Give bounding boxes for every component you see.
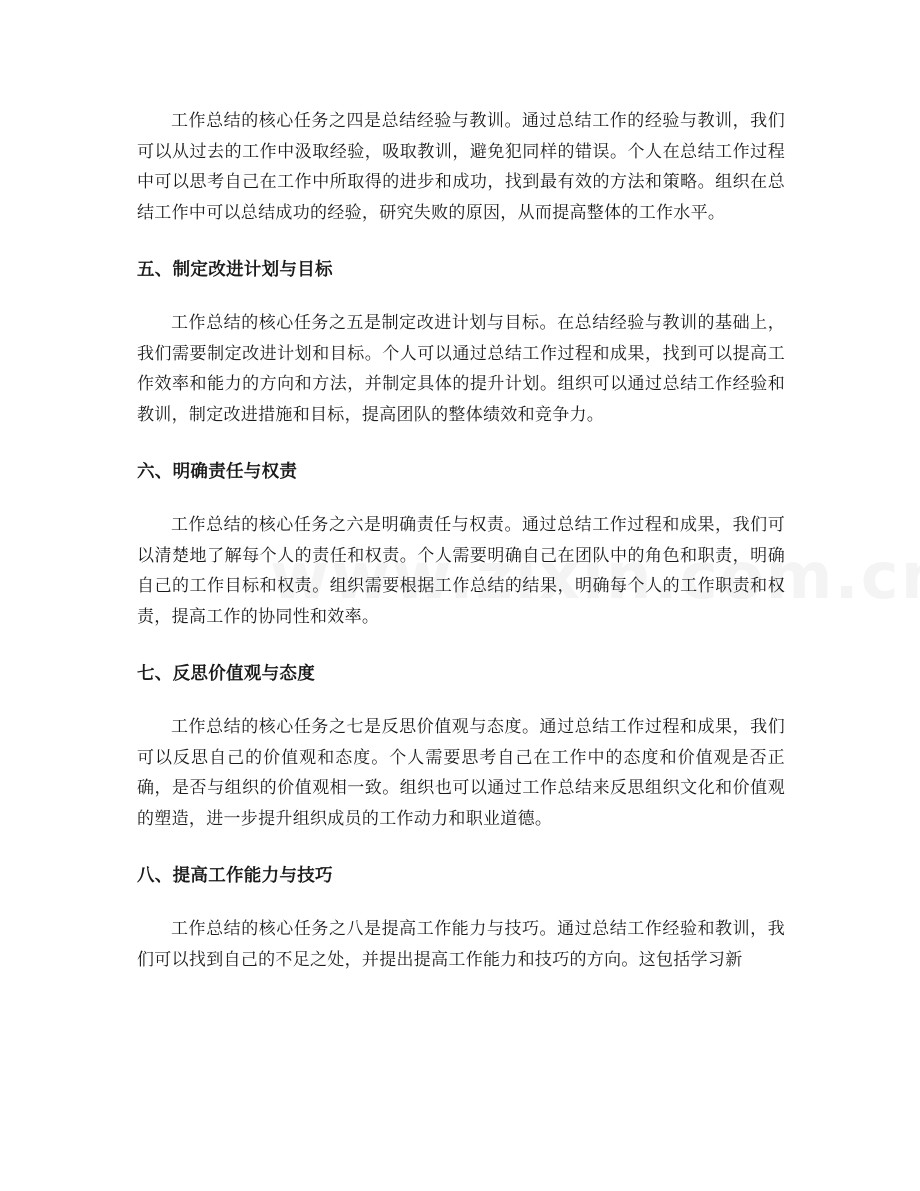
heading-section-7: 七、反思价值观与态度 (137, 664, 315, 684)
document-body (137, 106, 785, 975)
paragraph-section-8: 工作总结的核心任务之八是提高工作能力与技巧。通过总结工作经验和教训，我们可以找到自己的不足之处，并提出提高工作能力和技巧的方向。这包括学习新 (137, 919, 785, 970)
heading-section-8: 八、提高工作能力与技巧 (137, 866, 333, 886)
paragraph-section-6: 工作总结的核心任务之六是明确责任与权责。通过总结工作过程和成果，我们可以清楚地了解每个人的责任和权责。个人需要明确自己在团队中的角色和职责，明确自己的工作目标和权责。组织需要根据工作总结的结果，明确每个人的工作职责和权责，提高工作的协同性和效率。 (137, 515, 785, 627)
heading-section-5: 五、制定改进计划与目标 (137, 260, 333, 280)
paragraph-section-5: 工作总结的核心任务之五是制定改进计划与目标。在总结经验与教训的基础上，我们需要制定改进计划和目标。个人可以通过总结工作过程和成果，找到可以提高工作效率和能力的方向和方法，并制定具体的提升计划。组织可以通过总结工作经验和教训，制定改进措施和目标，提高团队的整体绩效和竞争力。 (137, 313, 785, 425)
heading-section-6: 六、明确责任与权责 (137, 462, 298, 482)
paragraph-section-4: 工作总结的核心任务之四是总结经验与教训。通过总结工作的经验与教训，我们可以从过去的工作中汲取经验，吸取教训，避免犯同样的错误。个人在总结工作过程中可以思考自己在工作中所取得的进步和成功，找到最有效的方法和策略。组织在总结工作中可以总结成功的经验，研究失败的原因，从而提高整体的工作水平。 (137, 111, 785, 223)
paragraph-section-7: 工作总结的核心任务之七是反思价值观与态度。通过总结工作过程和成果，我们可以反思自己的价值观和态度。个人需要思考自己在工作中的态度和价值观是否正确，是否与组织的价值观相一致。组织也可以通过工作总结来反思组织文化和价值观的塑造，进一步提升组织成员的工作动力和职业道德。 (137, 717, 785, 829)
